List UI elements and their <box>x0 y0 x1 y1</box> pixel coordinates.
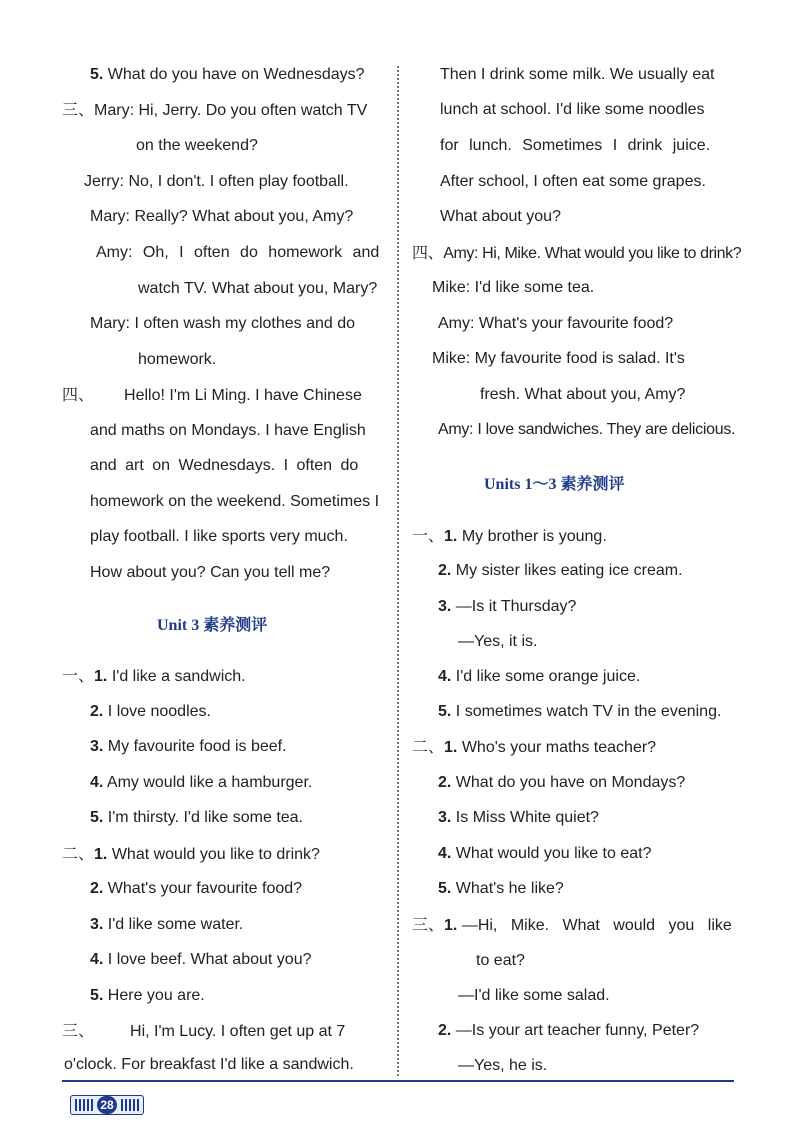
text-line <box>412 915 732 936</box>
text-line <box>412 526 607 547</box>
item-number: 1. <box>94 668 108 685</box>
text-line <box>90 456 358 476</box>
text-line <box>84 172 349 192</box>
line-text: homework on the weekend. Sometimes I <box>90 493 380 510</box>
section-heading: Unit 3 素养测评 <box>157 617 268 634</box>
line-text: watch TV. What about you, Mary? <box>138 280 378 297</box>
text-line <box>62 1021 345 1042</box>
footer-rule <box>62 1080 734 1082</box>
line-text: o'clock. For breakfast I'd like a sandwich. <box>64 1056 354 1073</box>
page-number-badge <box>70 1095 144 1115</box>
item-number: 3. <box>90 916 104 933</box>
text-line <box>438 808 599 828</box>
line-text: What's he like? <box>455 880 564 897</box>
line-text: and art on Wednesdays. I often do <box>90 457 359 474</box>
line-text: fresh. What about you, Amy? <box>480 386 686 403</box>
line-text: What's your favourite food? <box>107 880 303 897</box>
line-text: play football. I like sports very much. <box>90 528 348 545</box>
section-marker: 三、 <box>62 1021 95 1040</box>
text-line <box>90 808 303 828</box>
line-text: Mike: My favourite food is salad. It's <box>432 350 685 367</box>
text-line <box>440 100 705 120</box>
item-number: 3. <box>438 809 452 826</box>
line-text: Mary: Really? What about you, Amy? <box>90 208 354 225</box>
text-line <box>440 65 714 85</box>
item-number: 1. <box>444 739 458 756</box>
text-line <box>62 666 246 687</box>
line-text: Hi, I'm Lucy. I often get up at 7 <box>130 1023 346 1040</box>
line-text: I'd like some orange juice. <box>455 668 641 685</box>
text-line <box>438 1021 699 1041</box>
text-line <box>438 420 735 440</box>
text-line <box>90 421 366 441</box>
section-marker: 一、 <box>62 666 95 685</box>
line-text: —Hi, Mike. What would you like <box>461 917 732 934</box>
text-line <box>90 879 302 899</box>
text-line <box>62 844 320 865</box>
line-text: for lunch. Sometimes I drink juice. <box>440 137 711 154</box>
item-number: 2. <box>90 880 104 897</box>
item-number: 5. <box>90 809 104 826</box>
line-text: Here you are. <box>107 987 205 1004</box>
item-number: 1. <box>94 846 108 863</box>
item-number: 1. <box>444 917 458 934</box>
section-marker: 四、 <box>62 385 95 404</box>
text-line <box>90 492 379 512</box>
section-marker: 二、 <box>412 737 445 756</box>
line-text: What would you like to eat? <box>455 845 652 862</box>
text-line <box>440 136 710 156</box>
line-text: I'd like a sandwich. <box>111 668 246 685</box>
line-text: —Is your art teacher funny, Peter? <box>455 1022 700 1039</box>
text-line <box>438 702 721 722</box>
item-number: 2. <box>90 703 104 720</box>
text-line <box>438 597 576 617</box>
line-text: Then I drink some milk. We usually eat <box>440 66 715 83</box>
section-heading: Units 1～3 素养测评 <box>484 476 625 493</box>
item-number: 4. <box>90 951 104 968</box>
section-marker: 三、 <box>412 915 445 934</box>
section-marker: 四、 <box>412 243 444 262</box>
item-number: 2. <box>438 562 452 579</box>
line-text: I'd like some water. <box>107 916 244 933</box>
text-line <box>412 243 741 264</box>
line-text: Who's your maths teacher? <box>461 739 657 756</box>
line-text: What do you have on Mondays? <box>455 774 686 791</box>
line-text: lunch at school. I'd like some noodles <box>440 101 705 118</box>
text-line <box>440 207 561 227</box>
text-line <box>90 737 287 757</box>
line-text: What do you have on Wednesdays? <box>107 66 365 83</box>
item-number: 5. <box>438 880 452 897</box>
text-line <box>90 207 353 227</box>
line-text: What about you? <box>440 208 561 225</box>
text-line <box>438 561 683 581</box>
item-number: 2. <box>438 774 452 791</box>
text-line <box>480 385 685 405</box>
line-text: I sometimes watch TV in the evening. <box>455 703 722 720</box>
item-number: 4. <box>90 774 104 791</box>
text-line <box>476 951 525 971</box>
line-text: My favourite food is beef. <box>107 738 287 755</box>
line-text: —I'd like some salad. <box>458 987 610 1004</box>
line-text: Amy: What's your favourite food? <box>438 315 674 332</box>
line-text: —Yes, he is. <box>458 1057 548 1074</box>
line-text: Jerry: No, I don't. I often play football. <box>84 173 349 190</box>
item-number: 5. <box>90 987 104 1004</box>
line-text: —Is it Thursday? <box>455 598 577 615</box>
line-text: Amy would like a hamburger. <box>106 774 313 791</box>
text-line <box>96 243 379 263</box>
item-number: 4. <box>438 845 452 862</box>
text-line <box>438 773 685 793</box>
text-line <box>432 278 594 298</box>
text-line <box>90 563 330 583</box>
item-number: 2. <box>438 1022 452 1039</box>
item-number: 5. <box>90 66 104 83</box>
text-line <box>90 986 205 1006</box>
text-line <box>90 527 348 547</box>
text-line <box>438 879 564 899</box>
item-number: 4. <box>438 668 452 685</box>
text-line <box>432 349 685 369</box>
text-line <box>90 314 355 334</box>
text-line <box>90 950 311 970</box>
barcode-right-icon <box>121 1099 139 1111</box>
text-line <box>458 986 610 1006</box>
line-text: Mike: I'd like some tea. <box>432 279 595 296</box>
line-text: —Yes, it is. <box>458 633 538 650</box>
line-text: My sister likes eating ice cream. <box>455 562 683 579</box>
text-line <box>90 915 243 935</box>
line-text: After school, I often eat some grapes. <box>440 173 706 190</box>
line-text: Amy: Oh, I often do homework and <box>96 244 380 261</box>
line-text: How about you? Can you tell me? <box>90 564 331 581</box>
text-line <box>90 65 365 85</box>
item-number: 3. <box>90 738 104 755</box>
text-line <box>438 844 651 864</box>
text-line <box>438 667 640 687</box>
line-text: I love noodles. <box>107 703 211 720</box>
line-text: Is Miss White quiet? <box>455 809 599 826</box>
text-line <box>136 136 258 156</box>
line-text: Amy: I love sandwiches. They are delicious. <box>438 421 736 438</box>
line-text: Mary: I often wash my clothes and do <box>90 315 356 332</box>
line-text: I'm thirsty. I'd like some tea. <box>107 809 303 826</box>
text-line <box>64 1055 354 1075</box>
line-text: My brother is young. <box>461 528 607 545</box>
line-text: on the weekend? <box>136 137 258 154</box>
text-line <box>62 385 362 406</box>
line-text: Amy: Hi, Mike. What would you like to drink? <box>443 245 742 262</box>
line-text: Mary: Hi, Jerry. Do you often watch TV <box>94 102 368 119</box>
text-line <box>62 100 367 121</box>
line-text: and maths on Mondays. I have English <box>90 422 366 439</box>
text-line <box>438 314 673 334</box>
line-text: to eat? <box>476 952 525 969</box>
text-line <box>412 737 656 758</box>
text-line <box>138 350 216 370</box>
line-text: What would you like to drink? <box>111 846 320 863</box>
item-number: 5. <box>438 703 452 720</box>
text-line <box>458 632 537 652</box>
text-line <box>458 1056 547 1076</box>
section-marker: 二、 <box>62 844 95 863</box>
line-text: Hello! I'm Li Ming. I have Chinese <box>124 387 362 404</box>
item-number: 3. <box>438 598 452 615</box>
column-divider <box>397 66 399 1076</box>
item-number: 1. <box>444 528 458 545</box>
text-line <box>440 172 706 192</box>
page-number: 28 <box>97 1096 117 1114</box>
line-text: I love beef. What about you? <box>107 951 312 968</box>
section-marker: 三、 <box>62 100 95 119</box>
line-text: homework. <box>138 351 217 368</box>
barcode-left-icon <box>75 1099 93 1111</box>
text-line <box>90 773 312 793</box>
section-marker: 一、 <box>412 526 445 545</box>
text-line <box>90 702 211 722</box>
text-line <box>138 279 377 299</box>
